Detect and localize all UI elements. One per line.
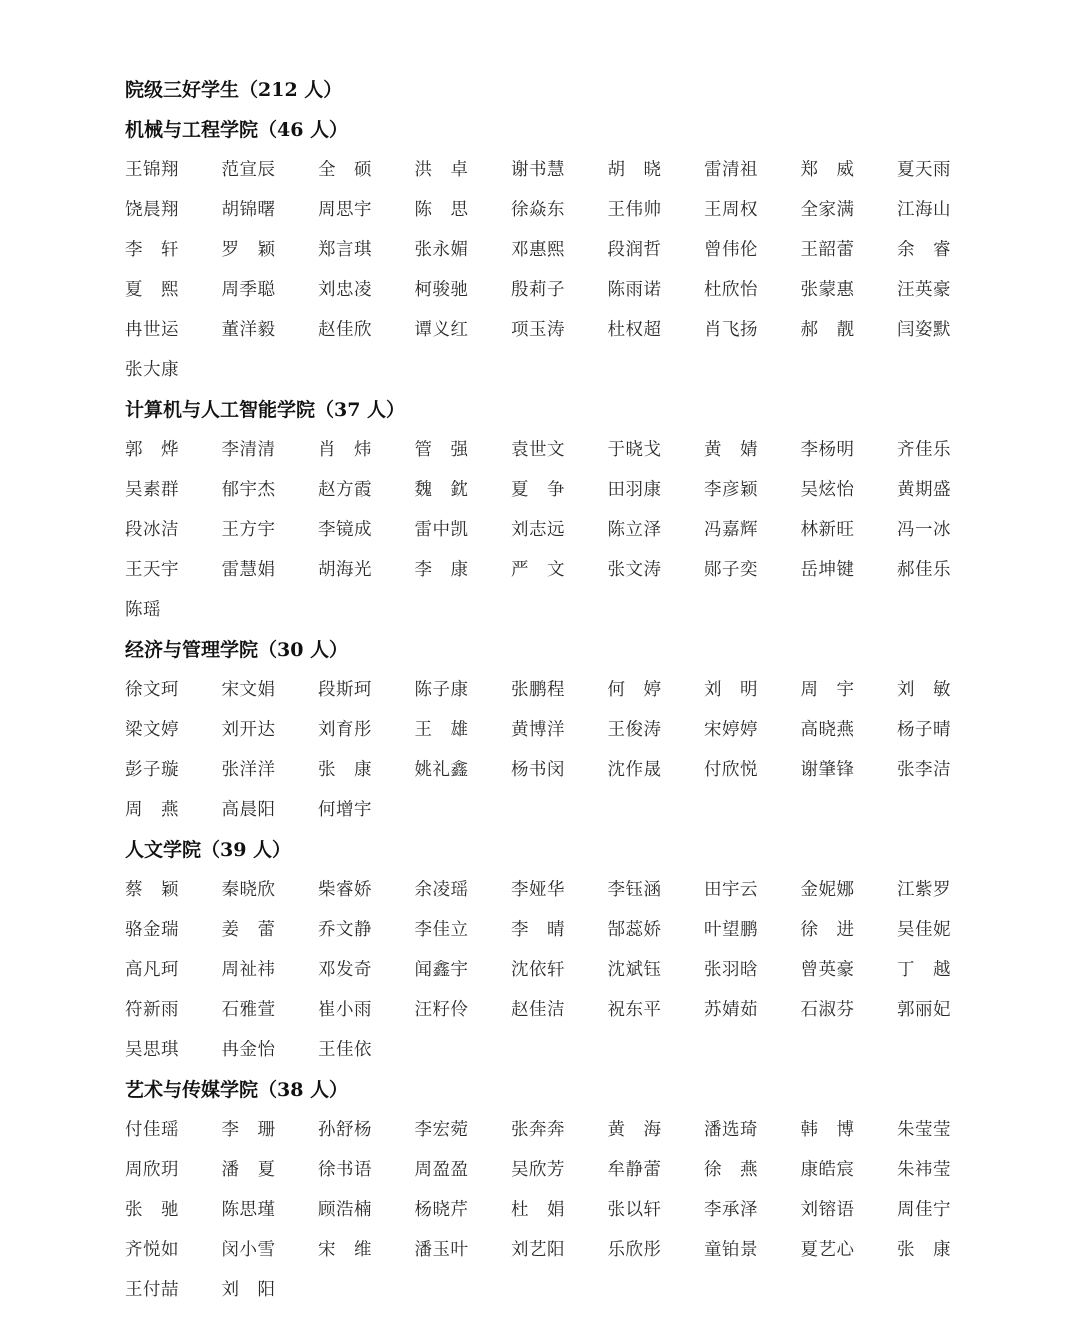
student-name: 吴佳妮 [897, 920, 951, 940]
student-name: 王佳依 [318, 1040, 372, 1060]
student-name: 陈 思 [414, 200, 469, 220]
student-name: 郁宇杰 [221, 480, 276, 500]
student-name: 段润哲 [607, 240, 662, 260]
student-name: 张 驰 [125, 1200, 179, 1220]
student-name: 严 文 [511, 560, 565, 580]
student-name: 高晓燕 [800, 720, 855, 740]
student-name: 何 婷 [607, 680, 662, 700]
student-name: 郑言琪 [318, 240, 372, 260]
student-name: 魏 鈂 [414, 480, 469, 500]
student-name: 郝 靓 [800, 320, 855, 340]
student-name: 郭丽妃 [897, 1000, 951, 1020]
student-name: 陈雨诺 [607, 280, 662, 300]
student-name: 冯一冰 [897, 520, 951, 540]
student-name: 高凡珂 [125, 960, 179, 980]
student-name: 徐文珂 [125, 680, 179, 700]
student-name: 刘忠凌 [318, 280, 372, 300]
student-name: 齐悦如 [125, 1240, 179, 1260]
student-name: 祝东平 [607, 1000, 662, 1020]
section-heading: 计算机与人工智能学院（37 人） [125, 399, 406, 421]
student-name: 谭义红 [414, 320, 469, 340]
student-name: 汪籽伶 [414, 1000, 469, 1020]
student-name: 柴睿娇 [318, 880, 372, 900]
student-name: 李 轩 [125, 240, 179, 260]
student-name: 李彦颖 [704, 480, 758, 500]
student-name: 王锦翔 [125, 160, 179, 180]
student-name: 陈立泽 [607, 520, 662, 540]
student-name: 李承泽 [704, 1200, 758, 1220]
student-name: 周盈盈 [414, 1160, 469, 1180]
student-name: 刘 明 [704, 680, 758, 700]
student-name: 沈依轩 [511, 960, 565, 980]
student-name: 潘选琦 [704, 1120, 758, 1140]
student-name: 李钰涵 [607, 880, 662, 900]
student-name: 杨书闵 [511, 760, 565, 780]
student-name: 陈思瑾 [221, 1200, 276, 1220]
student-name: 朱祎莹 [897, 1160, 951, 1180]
student-name: 雷慧娟 [221, 560, 276, 580]
student-name: 田宇云 [704, 880, 758, 900]
student-name: 蔡 颖 [125, 880, 179, 900]
student-name: 全 硕 [318, 160, 372, 180]
student-name: 赵方霞 [318, 480, 372, 500]
student-name: 刘育彤 [318, 720, 372, 740]
student-name: 李杨明 [800, 440, 855, 460]
student-name: 冯嘉辉 [704, 520, 758, 540]
student-name: 张 康 [318, 760, 372, 780]
student-name: 王俊涛 [607, 720, 662, 740]
student-name: 顾浩楠 [318, 1200, 372, 1220]
student-name: 肖飞扬 [704, 320, 758, 340]
student-name: 童铂景 [704, 1240, 758, 1260]
student-name: 曾伟伦 [704, 240, 758, 260]
student-name: 秦晓欣 [221, 880, 276, 900]
student-name: 郧子奕 [704, 560, 758, 580]
student-name: 付欣悦 [704, 760, 758, 780]
name-list [125, 870, 1025, 1070]
student-name: 沈作晟 [607, 760, 662, 780]
student-name: 王周权 [704, 200, 758, 220]
student-name: 骆金瑞 [125, 920, 179, 940]
student-name: 张文涛 [607, 560, 662, 580]
student-name: 韩 博 [800, 1120, 855, 1140]
student-name: 宋婷婷 [704, 720, 758, 740]
sections-container [125, 110, 1025, 1310]
student-name: 谢肇锋 [800, 760, 855, 780]
student-name: 夏 熙 [125, 280, 179, 300]
student-name: 潘 夏 [221, 1160, 276, 1180]
student-name: 郝佳乐 [897, 560, 951, 580]
student-name: 刘 敏 [897, 680, 951, 700]
student-name: 杜 娟 [511, 1200, 565, 1220]
student-name: 吴欣芳 [511, 1160, 565, 1180]
student-name: 郜蕊娇 [607, 920, 662, 940]
student-name: 姚礼鑫 [414, 760, 469, 780]
student-name: 郭 烨 [125, 440, 179, 460]
student-name: 周 燕 [125, 800, 179, 820]
student-name: 刘 阳 [221, 1280, 276, 1300]
student-name: 冉金怡 [221, 1040, 276, 1060]
student-name: 段冰洁 [125, 520, 179, 540]
student-name: 叶望鹏 [704, 920, 758, 940]
student-name: 闻鑫宇 [414, 960, 469, 980]
student-name: 刘镕语 [800, 1200, 855, 1220]
student-name: 齐佳乐 [897, 440, 951, 460]
student-name: 余凌瑶 [414, 880, 469, 900]
student-name: 项玉涛 [511, 320, 565, 340]
student-name: 符新雨 [125, 1000, 179, 1020]
student-name: 崔小雨 [318, 1000, 372, 1020]
name-list [125, 670, 1025, 830]
student-name: 刘志远 [511, 520, 565, 540]
student-name: 周佳宁 [897, 1200, 951, 1220]
student-name: 雷清祖 [704, 160, 758, 180]
student-name: 胡 晓 [607, 160, 662, 180]
college-section [125, 390, 1025, 630]
student-name: 管 强 [414, 440, 469, 460]
college-section [125, 630, 1025, 830]
student-name: 张以轩 [607, 1200, 662, 1220]
student-name: 潘玉叶 [414, 1240, 469, 1260]
student-name: 殷莉子 [511, 280, 565, 300]
student-name: 赵佳洁 [511, 1000, 565, 1020]
student-name: 康皓宸 [800, 1160, 855, 1180]
student-name: 陈子康 [414, 680, 469, 700]
student-name: 江海山 [897, 200, 951, 220]
student-name: 董洋毅 [221, 320, 276, 340]
name-list [125, 430, 1025, 630]
student-name: 柯骏驰 [414, 280, 469, 300]
student-name: 张鹏程 [511, 680, 565, 700]
student-name: 沈斌钰 [607, 960, 662, 980]
name-list [125, 150, 1025, 390]
student-name: 石雅萱 [221, 1000, 276, 1020]
student-name: 李镜成 [318, 520, 372, 540]
student-name: 余 睿 [897, 240, 951, 260]
student-name: 张大康 [125, 360, 179, 380]
student-name: 彭子璇 [125, 760, 179, 780]
section-heading: 人文学院（39 人） [125, 839, 292, 861]
student-name: 邓发奇 [318, 960, 372, 980]
student-name: 孙舒杨 [318, 1120, 372, 1140]
student-name: 张羽晗 [704, 960, 758, 980]
student-name: 丁 越 [897, 960, 951, 980]
student-name: 吴思琪 [125, 1040, 179, 1060]
student-name: 何增宇 [318, 800, 372, 820]
student-name: 杜欣怡 [704, 280, 758, 300]
student-name: 牟静蕾 [607, 1160, 662, 1180]
student-name: 郑 威 [800, 160, 855, 180]
student-name: 李 珊 [221, 1120, 276, 1140]
student-name: 李宏菀 [414, 1120, 469, 1140]
student-name: 张奔奔 [511, 1120, 565, 1140]
student-name: 宋文娟 [221, 680, 276, 700]
student-name: 邓惠熙 [511, 240, 565, 260]
student-name: 肖 炜 [318, 440, 372, 460]
student-name: 洪 卓 [414, 160, 469, 180]
student-name: 周祉祎 [221, 960, 276, 980]
student-name: 高晨阳 [221, 800, 276, 820]
student-name: 胡海光 [318, 560, 372, 580]
student-name: 张 康 [897, 1240, 951, 1260]
student-name: 夏天雨 [897, 160, 951, 180]
student-name: 陈瑶 [125, 600, 161, 620]
student-name: 张洋洋 [221, 760, 276, 780]
student-name: 罗 颖 [221, 240, 276, 260]
student-name: 段斯珂 [318, 680, 372, 700]
student-name: 黄 海 [607, 1120, 662, 1140]
student-name: 闫姿默 [897, 320, 951, 340]
college-section [125, 110, 1025, 390]
student-name: 李 晴 [511, 920, 565, 940]
student-name: 黄期盛 [897, 480, 951, 500]
student-name: 李 康 [414, 560, 469, 580]
student-name: 宋 维 [318, 1240, 372, 1260]
section-heading: 经济与管理学院（30 人） [125, 639, 349, 661]
student-name: 张永媚 [414, 240, 469, 260]
student-name: 谢书慧 [511, 160, 565, 180]
student-name: 周思宇 [318, 200, 372, 220]
student-name: 王伟帅 [607, 200, 662, 220]
student-name: 周欣玥 [125, 1160, 179, 1180]
student-name: 张李洁 [897, 760, 951, 780]
document-body [125, 70, 1025, 1310]
student-name: 张蒙惠 [800, 280, 855, 300]
college-section [125, 1070, 1025, 1310]
student-name: 乐欣彤 [607, 1240, 662, 1260]
student-name: 袁世文 [511, 440, 565, 460]
student-name: 梁文婷 [125, 720, 179, 740]
section-heading: 机械与工程学院（46 人） [125, 119, 349, 141]
student-name: 周 宇 [800, 680, 855, 700]
student-name: 王付喆 [125, 1280, 179, 1300]
student-name: 徐焱东 [511, 200, 565, 220]
student-name: 王韶蕾 [800, 240, 855, 260]
student-name: 刘开达 [221, 720, 276, 740]
student-name: 范宣辰 [221, 160, 276, 180]
document-title: 院级三好学生（212 人） [125, 79, 343, 101]
student-name: 雷中凯 [414, 520, 469, 540]
student-name: 黄博洋 [511, 720, 565, 740]
student-name: 林新旺 [800, 520, 855, 540]
student-name: 姜 蕾 [221, 920, 276, 940]
student-name: 李娅华 [511, 880, 565, 900]
student-name: 吴炫怡 [800, 480, 855, 500]
student-name: 夏 争 [511, 480, 565, 500]
student-name: 王天宇 [125, 560, 179, 580]
student-name: 冉世运 [125, 320, 179, 340]
student-name: 徐 进 [800, 920, 855, 940]
student-name: 赵佳欣 [318, 320, 372, 340]
student-name: 汪英豪 [897, 280, 951, 300]
name-list [125, 1110, 1025, 1310]
student-name: 李佳立 [414, 920, 469, 940]
student-name: 饶晨翔 [125, 200, 179, 220]
student-name: 刘艺阳 [511, 1240, 565, 1260]
student-name: 田羽康 [607, 480, 662, 500]
student-name: 闵小雪 [221, 1240, 276, 1260]
student-name: 杨晓芹 [414, 1200, 469, 1220]
student-name: 胡锦曙 [221, 200, 276, 220]
student-name: 岳坤键 [800, 560, 855, 580]
student-name: 黄 婧 [704, 440, 758, 460]
section-heading: 艺术与传媒学院（38 人） [125, 1079, 349, 1101]
student-name: 苏婧茹 [704, 1000, 758, 1020]
student-name: 李清清 [221, 440, 276, 460]
student-name: 曾英豪 [800, 960, 855, 980]
student-name: 杨子晴 [897, 720, 951, 740]
student-name: 徐书语 [318, 1160, 372, 1180]
student-name: 全家满 [800, 200, 855, 220]
student-name: 乔文静 [318, 920, 372, 940]
student-name: 杜权超 [607, 320, 662, 340]
student-name: 吴素群 [125, 480, 179, 500]
student-name: 金妮娜 [800, 880, 855, 900]
student-name: 石淑芬 [800, 1000, 855, 1020]
student-name: 于晓戈 [607, 440, 662, 460]
student-name: 付佳瑶 [125, 1120, 179, 1140]
student-name: 王 雄 [414, 720, 469, 740]
student-name: 江紫罗 [897, 880, 951, 900]
student-name: 周季聪 [221, 280, 276, 300]
student-name: 朱莹莹 [897, 1120, 951, 1140]
college-section [125, 830, 1025, 1070]
student-name: 徐 燕 [704, 1160, 758, 1180]
student-name: 夏艺心 [800, 1240, 855, 1260]
student-name: 王方宇 [221, 520, 276, 540]
